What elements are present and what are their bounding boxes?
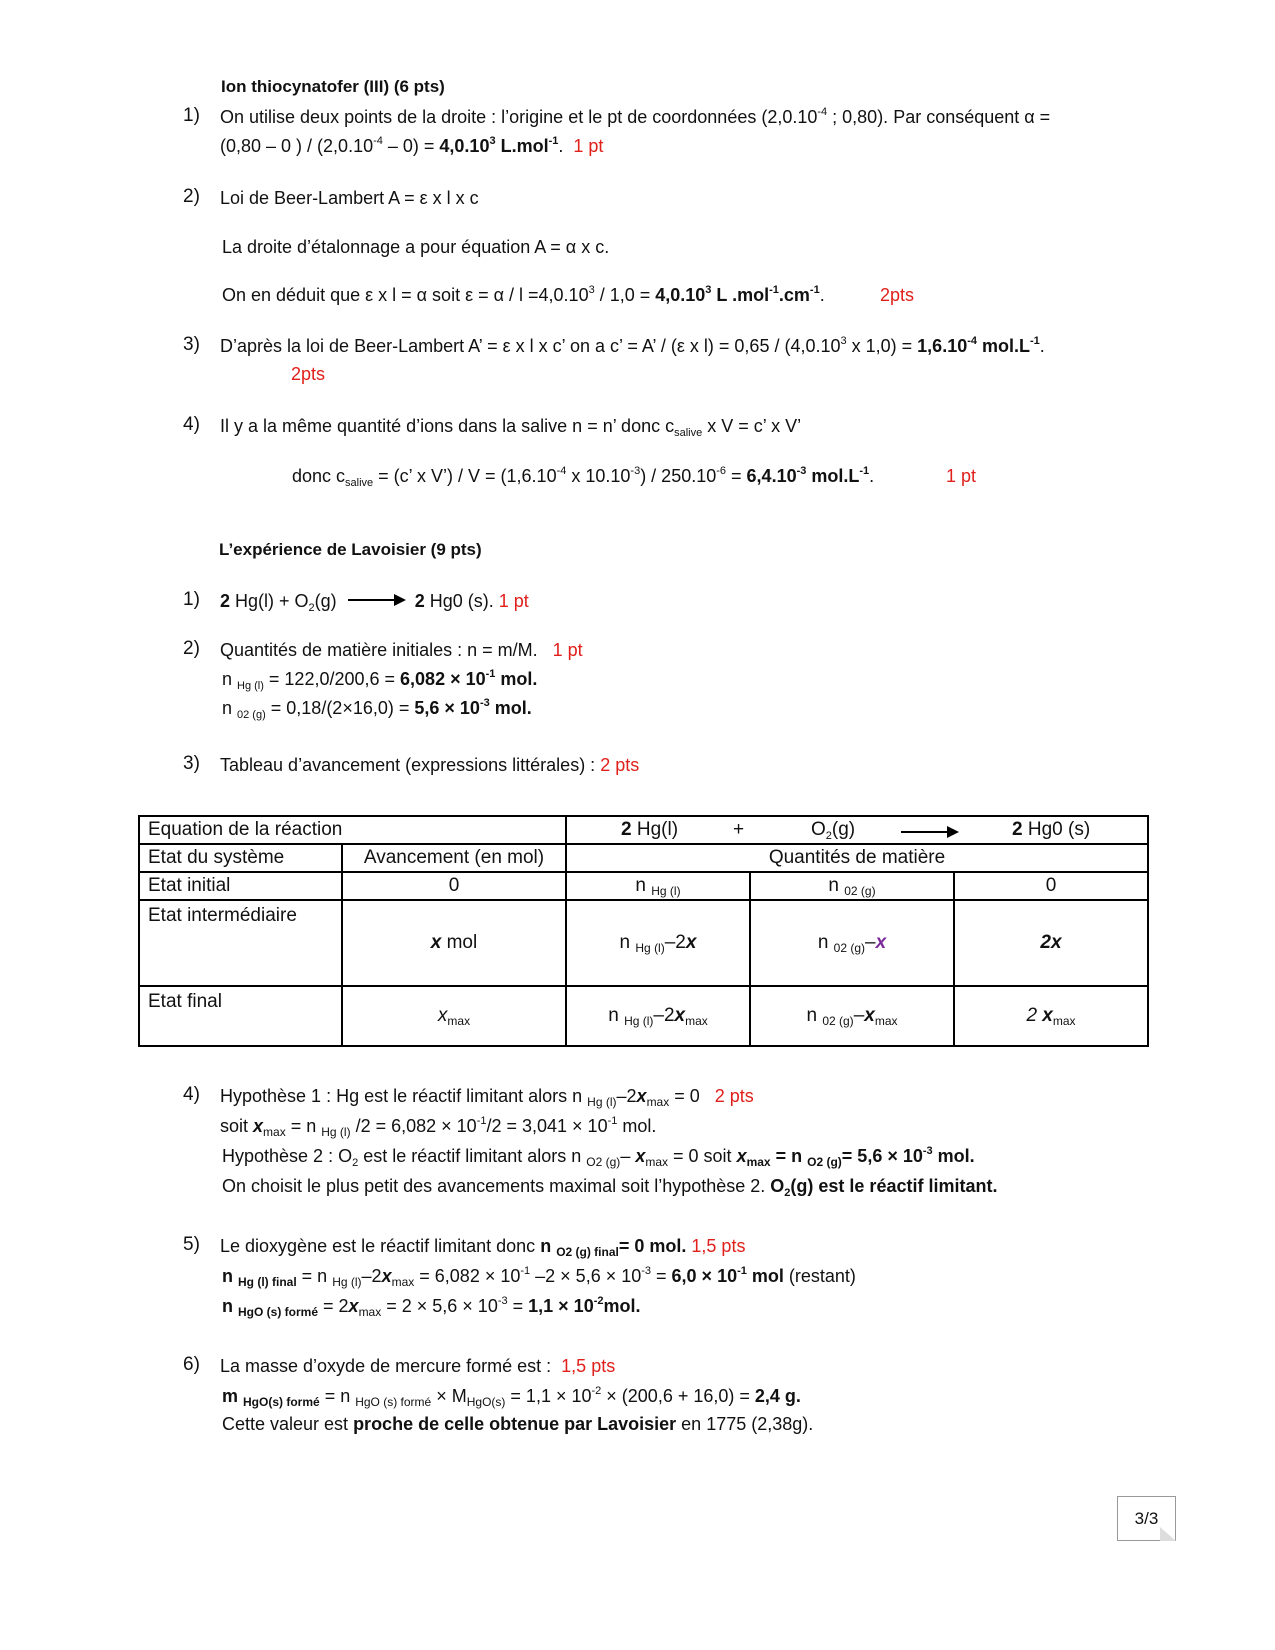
q2-line1: Loi de Beer-Lambert A = ε x l x c	[220, 188, 479, 208]
q6-line2: m $_{HgO(s) formé}$ = n $_{HgO (s) formé} \times M_{HgO(s)} = 1,1 \times 10^{-2} \times (200,6 + 16,0) = 2,4$ g.	[222, 1385, 801, 1409]
q5-line3: n $_{HgO (s) formé} = 2x_{max} = 2 \times 5,6 \times 10^{-3} = 1,1 \times 10^{-2}mol$.	[222, 1295, 641, 1319]
q3-points: 2pts	[291, 364, 326, 384]
q4-number: 4)	[183, 414, 200, 435]
hypothesis-1: Hypothèse 1 : Hg est le réactif limitant alors n $_{Hg (l)}-2x_{max} = 0$ 2 pts	[220, 1086, 754, 1109]
q4-line2: donc $c_{salive} = (c$’ x V’) / $V = (1,6.10^{-4}$ x $10.10^{-3}) / 250.10^{-6} = 6,4.10^{-3}$ $mol.L^{-1}$.	[292, 465, 875, 489]
reaction-equation: 2 $Hg(l) + O_2(g)$ 2 Hg0 (s). 1 pt	[220, 591, 529, 614]
final-o2: n $_{02 (g)}-x_{max}$	[750, 986, 954, 1046]
final-hg: n $_{Hg (l)}-2x_{max}$	[566, 986, 750, 1046]
header-advancement: Avancement (en mol)	[342, 844, 566, 872]
initial-hgo: 0	[954, 872, 1148, 900]
table-row-initial	[139, 872, 1148, 900]
s2-q3-points: 2 pts	[600, 755, 640, 775]
s2-q6-points: 1,5 pts	[561, 1356, 616, 1376]
intermediate-o2: n $_{02 (g)}$–x	[750, 900, 954, 986]
n-o2-initial: n $_{02 (g)} = 0,18/(2\times 16,0) = 5,6 \times 10^{-3}$ mol.	[222, 697, 532, 721]
intermediate-hg: n $_{Hg (l)}$–2x	[566, 900, 750, 986]
final-advancement: $x_{max}$	[342, 986, 566, 1046]
s2-q3-number: 3)	[183, 753, 200, 774]
s2-q6-number: 6)	[183, 1354, 200, 1375]
section-title-lavoisier: L’expérience de Lavoisier (9 pts)	[219, 540, 482, 559]
hypothesis-1-xmax: soit $x_{max} = n$ $_{Hg (l)}$ $/2 = 6,082 \times 10^{-1}/2 = 3,041 \times 10^{-1}$ mol.	[220, 1115, 657, 1139]
header-quantities: Quantités de matière	[566, 844, 1148, 872]
row-label-initial: Etat initial	[139, 872, 342, 900]
q1-number: 1)	[183, 105, 200, 126]
q6-line3: Cette valeur est proche de celle obtenue par Lavoisier en 1775 (2,38g).	[222, 1414, 814, 1434]
q3-number: 3)	[183, 334, 200, 355]
q5-line1: Le dioxygène est le réactif limitant donc n $_{O2 (g) final}$= 0 mol. 1,5 pts	[220, 1236, 746, 1259]
s2-q5-points: 1,5 pts	[691, 1236, 746, 1256]
s2-q2-line1: Quantités de matière initiales : n = m/M. 1 pt	[220, 640, 583, 660]
q1-points: 1 pt	[573, 136, 604, 156]
q3-line1: D’après la loi de Beer-Lambert A’ = ε x l x c’ on a c’ = A’ / (ε x l) = 0,65 / (4,0.10$^3$ x $1,0) = 1,6.10^{-4}$ $mol.L^{-1}$.	[220, 335, 1045, 356]
equation-label: Equation de la réaction	[139, 816, 566, 844]
table-row-final	[139, 986, 1148, 1046]
s2-q1-points: 1 pt	[498, 591, 529, 611]
table-row-header	[139, 844, 1148, 872]
s2-q2-points: 1 pt	[552, 640, 583, 660]
q4-line1: Il y a la même quantité d’ions dans la salive n = n’ donc $c_{salive}$ x V = c’ x V’	[220, 416, 802, 439]
q6-line1: La masse d’oxyde de mercure formé est : 1,5 pts	[220, 1356, 616, 1376]
header-state: Etat du système	[139, 844, 342, 872]
equation-cell: 2 Hg(l) + $O_2(g)$ 2 Hg0 (s)	[566, 816, 1148, 844]
s2-q2-number: 2)	[183, 638, 200, 659]
q4-points: 1 pt	[946, 466, 977, 486]
intermediate-advancement: x mol	[342, 900, 566, 986]
q2-number: 2)	[183, 186, 200, 207]
row-label-final: Etat final	[139, 986, 342, 1046]
q2-line3: On en déduit que ε x l = α soit $\varepsilon = \alpha / l =4,0.10^3 / 1,0 = 4,0.10^3$ L $.mol^{-1}.cm^{-1}$.	[222, 284, 825, 305]
s2-q5-number: 5)	[183, 1234, 200, 1255]
final-hgo: 2 $x_{max}$	[954, 986, 1148, 1046]
intermediate-hgo: 2x	[954, 900, 1148, 986]
initial-o2: n $_{02 (g)}$	[750, 872, 954, 900]
s2-q4-number: 4)	[183, 1084, 200, 1105]
n-hg-initial: n $_{Hg (l)} = 122,0/200,6 = 6,082 \times 10^{-1}$ mol.	[222, 668, 538, 692]
table-row-equation	[139, 816, 1148, 844]
q2-line2: La droite d’étalonnage a pour équation A = α x c.	[222, 237, 610, 257]
reaction-arrow-icon	[348, 599, 404, 601]
q2-points: 2pts	[880, 285, 915, 305]
initial-advancement: 0	[342, 872, 566, 900]
page-number: 3/3	[1117, 1496, 1176, 1541]
s2-q4-points: 2 pts	[714, 1086, 754, 1106]
q1-line2: (0,80 – 0 ) / $(2,0.10^{-4} - 0) = 4,0.10^3$ L.mol$^{-1}$. 1 pt	[220, 135, 604, 156]
progress-table	[138, 815, 1149, 1047]
row-label-intermediate: Etat intermédiaire	[139, 900, 342, 986]
table-row-intermediate	[139, 900, 1148, 986]
conclusion-limiting: On choisit le plus petit des avancements maximal soit l’hypothèse 2. $O_2(g)$ est le réactif limitant.	[222, 1176, 998, 1199]
s2-q1-number: 1)	[183, 589, 200, 610]
section-title-thiocyanatofer: Ion thiocynatofer (III) (6 pts)	[221, 77, 445, 96]
initial-hg: n $_{Hg (l)}$	[566, 872, 750, 900]
table-arrow-icon	[901, 831, 957, 833]
q1-line1: On utilise deux points de la droite : l’origine et le pt de coordonnées ($2,0.10^{-4}$ ; 0,80). Par conséquent α =	[220, 106, 1051, 127]
q5-line2: n $_{Hg (l) final}$ = n $_{Hg (l)}-2x_{max} = 6,082 \times 10^{-1}$ $-2 \times 5,6 \times 10^{-3} = 6,0 \times 10^{-1}$ mol (restant)	[222, 1265, 856, 1289]
hypothesis-2: Hypothèse 2 : $O_2$ est le réactif limitant alors n $_{O2 (g)}$– $x_{max} = 0$ soit $x_{max} = n$ $_{O2 (g)}= 5,6 \times 10^{-3}$ mol.	[222, 1145, 975, 1169]
s2-q3-line: Tableau d’avancement (expressions littérales) : 2 pts	[220, 755, 640, 775]
